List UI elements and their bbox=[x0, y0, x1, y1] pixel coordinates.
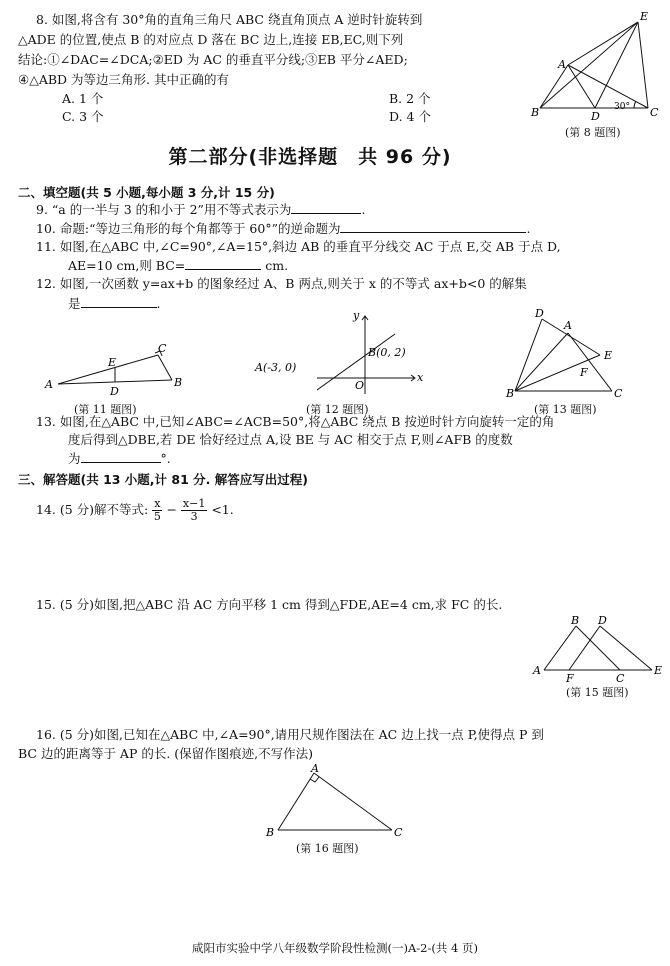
q16-line2: BC 边的距离等于 AP 的长. (保留作图痕迹,不写作法) bbox=[18, 746, 314, 761]
q8-label-a: A bbox=[558, 58, 566, 71]
q11-line1: 11. 如图,在△ABC 中,∠C=90°,∠A=15°,斜边 AB 的垂直平分线交 AC 于点 E,交 AB 于点 D, bbox=[36, 239, 561, 254]
q16-figure-caption: (第 16 题图) bbox=[296, 842, 359, 855]
q16-line1: 16. (5 分)如图,已知在△ABC 中,∠A=90°,请用尺规作图法在 AC 边上找一点 P,使得点 P 到 bbox=[36, 727, 544, 742]
q12-label-x: x bbox=[417, 371, 424, 384]
q8-option-d: D. 4 个 bbox=[389, 109, 431, 124]
q15-label-f: F bbox=[566, 672, 574, 685]
q16-label-a: A bbox=[311, 762, 319, 775]
part2-title: 第二部分(非选择题 共 96 分) bbox=[168, 146, 452, 168]
q8-line3: 结论:①∠DAC=∠DCA;②ED 为 AC 的垂直平分线;③EB 平分∠AED; bbox=[18, 52, 408, 67]
q9: 9. “a 的一半与 3 的和小于 2”用不等式表示为 . bbox=[36, 202, 366, 217]
q8-option-b: B. 2 个 bbox=[389, 91, 431, 106]
figure-q16 bbox=[262, 762, 412, 838]
q14-denominator-2: 3 bbox=[190, 510, 198, 523]
section2-heading: 二、填空题(共 5 小题,每小题 3 分,计 15 分) bbox=[18, 185, 275, 200]
q15-label-d: D bbox=[598, 614, 607, 627]
q11-label-a: A bbox=[45, 378, 53, 391]
q15-figure-caption: (第 15 题图) bbox=[566, 686, 629, 699]
q8-line1: 8. 如图,将含有 30°角的直角三角尺 ABC 绕直角顶点 A 逆时针旋转到 bbox=[36, 12, 423, 27]
q13-label-b: B bbox=[506, 387, 515, 400]
q11-label-b: B bbox=[174, 376, 183, 389]
q15-label-a: A bbox=[533, 664, 541, 677]
q8-figure-caption: (第 8 题图) bbox=[565, 126, 621, 139]
q13-line2: 度后得到△DBE,若 DE 恰好经过点 A,设 BE 与 AC 相交于点 F,则∠AFB 的度数 bbox=[68, 432, 513, 447]
q12-line2: 是 . bbox=[68, 296, 161, 311]
q11-label-c: C bbox=[158, 342, 167, 355]
figure-q15 bbox=[532, 612, 664, 684]
q12-label-a: A(-3, 0) bbox=[255, 361, 297, 374]
q8-label-e: E bbox=[640, 10, 649, 23]
q16-label-b: B bbox=[266, 826, 275, 839]
figure-q12 bbox=[255, 310, 425, 400]
q13-label-f: F bbox=[580, 366, 588, 379]
q8-line2: △ADE 的位置,使点 B 的对应点 D 落在 BC 边上,连接 EB,EC,则下列 bbox=[18, 32, 404, 47]
q14: 14. (5 分)解不等式: $\frac{x}{5}$ − $\frac{x-1}{3}$ <1. bbox=[36, 497, 234, 523]
q8-angle-label: 30° bbox=[614, 102, 630, 112]
q15-label-b: B bbox=[571, 614, 580, 627]
q11-label-e: E bbox=[108, 356, 117, 369]
q11-figure-caption: (第 11 题图) bbox=[74, 403, 137, 416]
q10: 10. 命题:“等边三角形的每个角都等于 60°”的逆命题为 . bbox=[36, 221, 531, 236]
q11-line2: AE=10 cm,则 BC= cm. bbox=[68, 258, 289, 273]
q8-line4: ④△ABD 为等边三角形. 其中正确的有 bbox=[18, 72, 229, 87]
q13-line1: 13. 如图,在△ABC 中,已知∠ABC=∠ACB=50°,将△ABC 绕点 B 按逆时针方向旋转一定的角 bbox=[36, 414, 555, 429]
q8-label-b: B bbox=[531, 106, 540, 119]
q8-option-c: C. 3 个 bbox=[62, 109, 104, 124]
figure-q11 bbox=[40, 340, 190, 400]
q8-option-a: A. 1 个 bbox=[62, 91, 104, 106]
q8-label-c: C bbox=[650, 106, 659, 119]
q13-label-c: C bbox=[614, 387, 623, 400]
q12-label-b: B(0, 2) bbox=[368, 346, 406, 359]
q14-numerator-1: x bbox=[154, 497, 161, 510]
q8-label-d: D bbox=[591, 110, 600, 123]
section3-heading: 三、解答题(共 13 小题,计 81 分. 解答应写出过程) bbox=[18, 472, 308, 487]
q15: 15. (5 分)如图,把△ABC 沿 AC 方向平移 1 cm 得到△FDE,AE=4 cm,求 FC 的长. bbox=[36, 597, 503, 612]
q12-label-o: O bbox=[355, 379, 365, 392]
q12-label-y: y bbox=[353, 309, 360, 322]
q16-label-c: C bbox=[394, 826, 403, 839]
q13-figure-caption: (第 13 题图) bbox=[534, 403, 597, 416]
q14-numerator-2: x−1 bbox=[182, 497, 206, 510]
q12-line1: 12. 如图,一次函数 y=ax+b 的图象经过 A、B 两点,则关于 x 的不等式 ax+b<0 的解集 bbox=[36, 276, 527, 291]
q13-label-d: D bbox=[535, 307, 544, 320]
q14-denominator-1: 5 bbox=[153, 510, 161, 523]
q13-label-e: E bbox=[604, 349, 613, 362]
figure-q13 bbox=[500, 305, 640, 405]
q11-label-d: D bbox=[110, 385, 119, 398]
page-footer: 咸阳市实验中学八年级数学阶段性检测(一)A-2-(共 4 页) bbox=[192, 941, 478, 955]
figure-q8 bbox=[530, 10, 665, 125]
q15-label-c: C bbox=[616, 672, 625, 685]
q12-figure-caption: (第 12 题图) bbox=[306, 403, 369, 416]
q13-label-a: A bbox=[564, 319, 572, 332]
q15-label-e: E bbox=[654, 664, 663, 677]
q13-line3: 为 °. bbox=[68, 451, 171, 466]
